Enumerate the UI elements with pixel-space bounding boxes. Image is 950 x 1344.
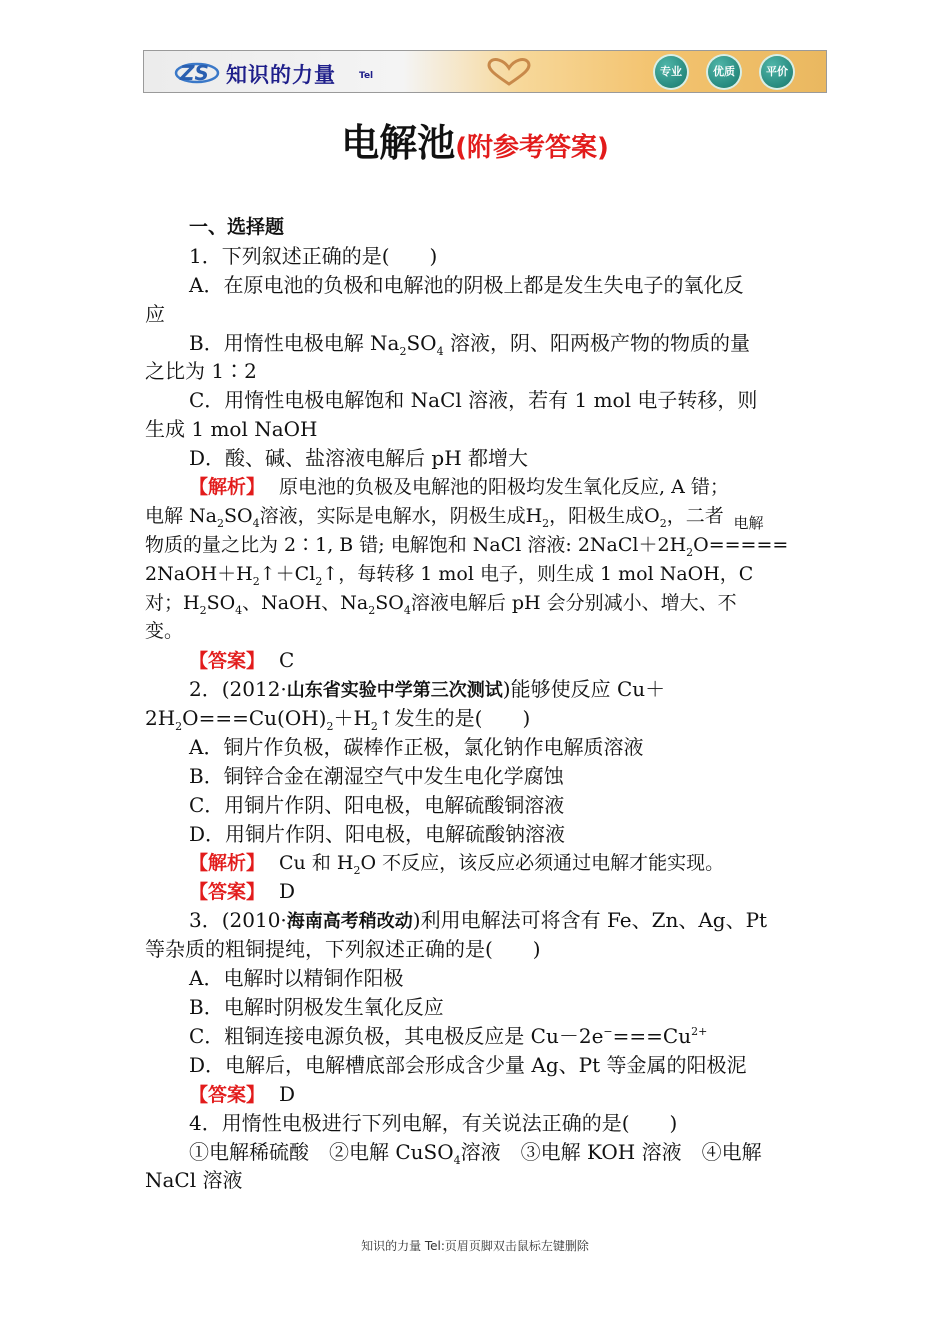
- q1-option-a-cont: 应: [145, 301, 165, 326]
- text: 3．(2010·: [189, 908, 287, 933]
- subscript: 4: [403, 603, 411, 617]
- subscript: 2: [370, 720, 378, 734]
- subscript: 4: [252, 516, 260, 530]
- text: C．粗铜连接电源负极，其电极反应是 Cu－2e: [189, 1023, 604, 1048]
- section-heading: 一、选择题: [189, 216, 285, 238]
- text: O 不反应，该反应必须通过电解才能实现。: [360, 851, 725, 874]
- q1-option-b: [145, 329, 810, 358]
- subscript: 2: [175, 720, 183, 734]
- text: 2NaOH＋H: [145, 562, 253, 585]
- subscript: 2: [315, 574, 323, 588]
- text: ，阳极生成O: [549, 504, 660, 527]
- electrolysis-equals: [708, 513, 789, 560]
- text: 溶液，实际是电解水，阴极生成H: [259, 504, 543, 527]
- answer-label: 【答案】: [189, 881, 266, 904]
- q3-option-a: A．电解时以精铜作阳极: [189, 966, 404, 991]
- text: SO: [375, 591, 404, 614]
- text: SO: [406, 330, 437, 355]
- q1-analysis: [145, 473, 810, 502]
- q2-option-d: D．用铜片作阴、阳电极，电解硫酸钠溶液: [189, 821, 566, 846]
- banner-logo-suffix: Tel: [359, 71, 374, 81]
- text: 对；H: [145, 591, 200, 614]
- q1-stem: 1．下列叙述正确的是( ): [189, 243, 438, 268]
- subscript: 2: [199, 603, 207, 617]
- text: 溶液，阴、阳两极产物的物质的量: [443, 330, 750, 355]
- answer-label: 【答案】: [189, 1083, 266, 1106]
- text: ①电解稀硫酸 ②电解 CuSO: [189, 1139, 454, 1164]
- text: ↑＋Cl: [259, 562, 316, 585]
- q2-answer: [145, 877, 810, 906]
- subscript: 2: [252, 574, 260, 588]
- subscript: 2: [686, 545, 694, 559]
- answer-label: 【答案】: [189, 650, 266, 673]
- text: 物质的量之比为 2∶1, B 错; 电解饱和 NaCl 溶液: 2NaCl＋2H: [145, 533, 687, 556]
- text: 电解 Na: [145, 504, 217, 527]
- analysis-label: 【解析】: [189, 851, 266, 874]
- text: Cu 和 H: [279, 851, 354, 874]
- text: 2．(2012·: [189, 677, 287, 702]
- analysis-label: 【解析】: [189, 476, 266, 499]
- text: ↑，每转移 1 mol 电子，则生成 1 mol NaOH，C: [322, 562, 754, 585]
- text: 2H: [145, 706, 176, 731]
- text: )能够使反应 Cu＋: [502, 677, 666, 702]
- answer-value: D: [279, 879, 296, 904]
- q3-option-d: D．电解后，电解槽底部会形成含少量 Ag、Pt 等金属的阳极泥: [189, 1052, 747, 1077]
- heart-hands-icon: [474, 56, 544, 88]
- reaction-condition: 电解: [733, 513, 764, 532]
- q1-option-a: A．在原电池的负极和电解池的阴极上都是发生失电子的氧化反: [189, 272, 744, 297]
- subscript: 2: [217, 516, 224, 530]
- superscript: 2+: [691, 1024, 708, 1038]
- superscript: −: [603, 1024, 613, 1038]
- subscript: 4: [453, 1153, 461, 1167]
- subscript: 4: [436, 344, 444, 358]
- q2-option-c: C．用铜片作阴、阳电极，电解硫酸铜溶液: [189, 792, 565, 817]
- header-banner: [143, 50, 827, 93]
- q1-option-d: D．酸、碱、盐溶液电解后 pH 都增大: [189, 446, 528, 471]
- source-label: 海南高考稍改动: [286, 911, 413, 933]
- text: SO: [206, 591, 236, 614]
- badge-quality: 优质: [708, 56, 740, 88]
- q3-option-c: [145, 1022, 810, 1051]
- q1-option-b-cont: 之比为 1∶2: [145, 359, 257, 384]
- q4-items: [145, 1138, 810, 1167]
- q1-analysis-line6: 变。: [145, 620, 184, 643]
- text: O: [693, 533, 709, 556]
- q4-items-cont: NaCl 溶液: [145, 1168, 243, 1193]
- text: )利用电解法可将含有 Fe、Zn、Ag、Pt: [412, 908, 768, 933]
- document-body: [145, 213, 810, 1195]
- text: 溶液电解后 pH 会分别减小、增大、不: [410, 591, 737, 614]
- subscript: 2: [399, 344, 407, 358]
- q2-stem-cont: [145, 704, 810, 733]
- subscript: 2: [353, 863, 361, 877]
- q1-option-c-cont: 生成 1 mol NaOH: [145, 417, 318, 442]
- answer-value: D: [279, 1081, 296, 1106]
- q3-stem: [145, 906, 810, 935]
- title-main: 电解池: [341, 121, 456, 165]
- q1-analysis-line5: [145, 589, 810, 618]
- q1-option-c: C．用惰性电极电解饱和 NaCl 溶液，若有 1 mol 电子转移，则: [189, 388, 758, 413]
- answer-value: C: [279, 648, 295, 673]
- text: ＋H: [333, 706, 371, 731]
- q1-analysis-line4: [145, 560, 810, 589]
- subscript: 4: [235, 603, 243, 617]
- subscript: 2: [542, 516, 550, 530]
- q4-stem: 4．用惰性电极进行下列电解，有关说法正确的是( ): [189, 1110, 678, 1135]
- q2-option-a: A．铜片作负极，碳棒作正极，氯化钠作电解质溶液: [189, 735, 644, 760]
- subscript: 2: [368, 603, 376, 617]
- text: SO: [224, 504, 253, 527]
- title-sub: (附参考答案): [455, 133, 609, 163]
- text: B．用惰性电极电解 Na: [189, 330, 400, 355]
- page-footer: 知识的力量 Tel:页眉页脚双击鼠标左键删除: [361, 1239, 589, 1253]
- banner-logo-text: 知识的力量: [226, 63, 336, 87]
- q2-stem: [145, 675, 810, 704]
- text: ，二者: [666, 504, 724, 527]
- badge-professional: 专业: [655, 56, 687, 88]
- page-title: [0, 112, 950, 167]
- text: =====: [708, 533, 789, 556]
- q2-option-b: B．铜锌合金在潮湿空气中发生电化学腐蚀: [189, 763, 564, 788]
- q1-answer: [145, 646, 810, 675]
- text: ↑发生的是( ): [377, 706, 531, 731]
- svg-text:ZS: ZS: [180, 61, 209, 85]
- text: ===Cu: [612, 1023, 692, 1048]
- source-label: 山东省实验中学第三次测试: [286, 680, 503, 702]
- q2-analysis: [145, 849, 810, 878]
- subscript: 2: [326, 720, 334, 734]
- badge-affordable: 平价: [761, 56, 793, 88]
- q3-option-b: B．电解时阴极发生氧化反应: [189, 995, 444, 1020]
- subscript: 2: [659, 516, 667, 530]
- zs-logo-icon: [174, 58, 220, 86]
- q3-answer: [145, 1080, 810, 1109]
- text: O===Cu(OH): [182, 706, 327, 731]
- text: 原电池的负极及电解池的阳极均发生氧化反应, A 错；: [279, 476, 729, 499]
- text: 、NaOH、Na: [242, 591, 369, 614]
- q3-stem-cont: 等杂质的粗铜提纯，下列叙述正确的是( ): [145, 937, 541, 962]
- text: 溶液 ③电解 KOH 溶液 ④电解: [460, 1139, 762, 1164]
